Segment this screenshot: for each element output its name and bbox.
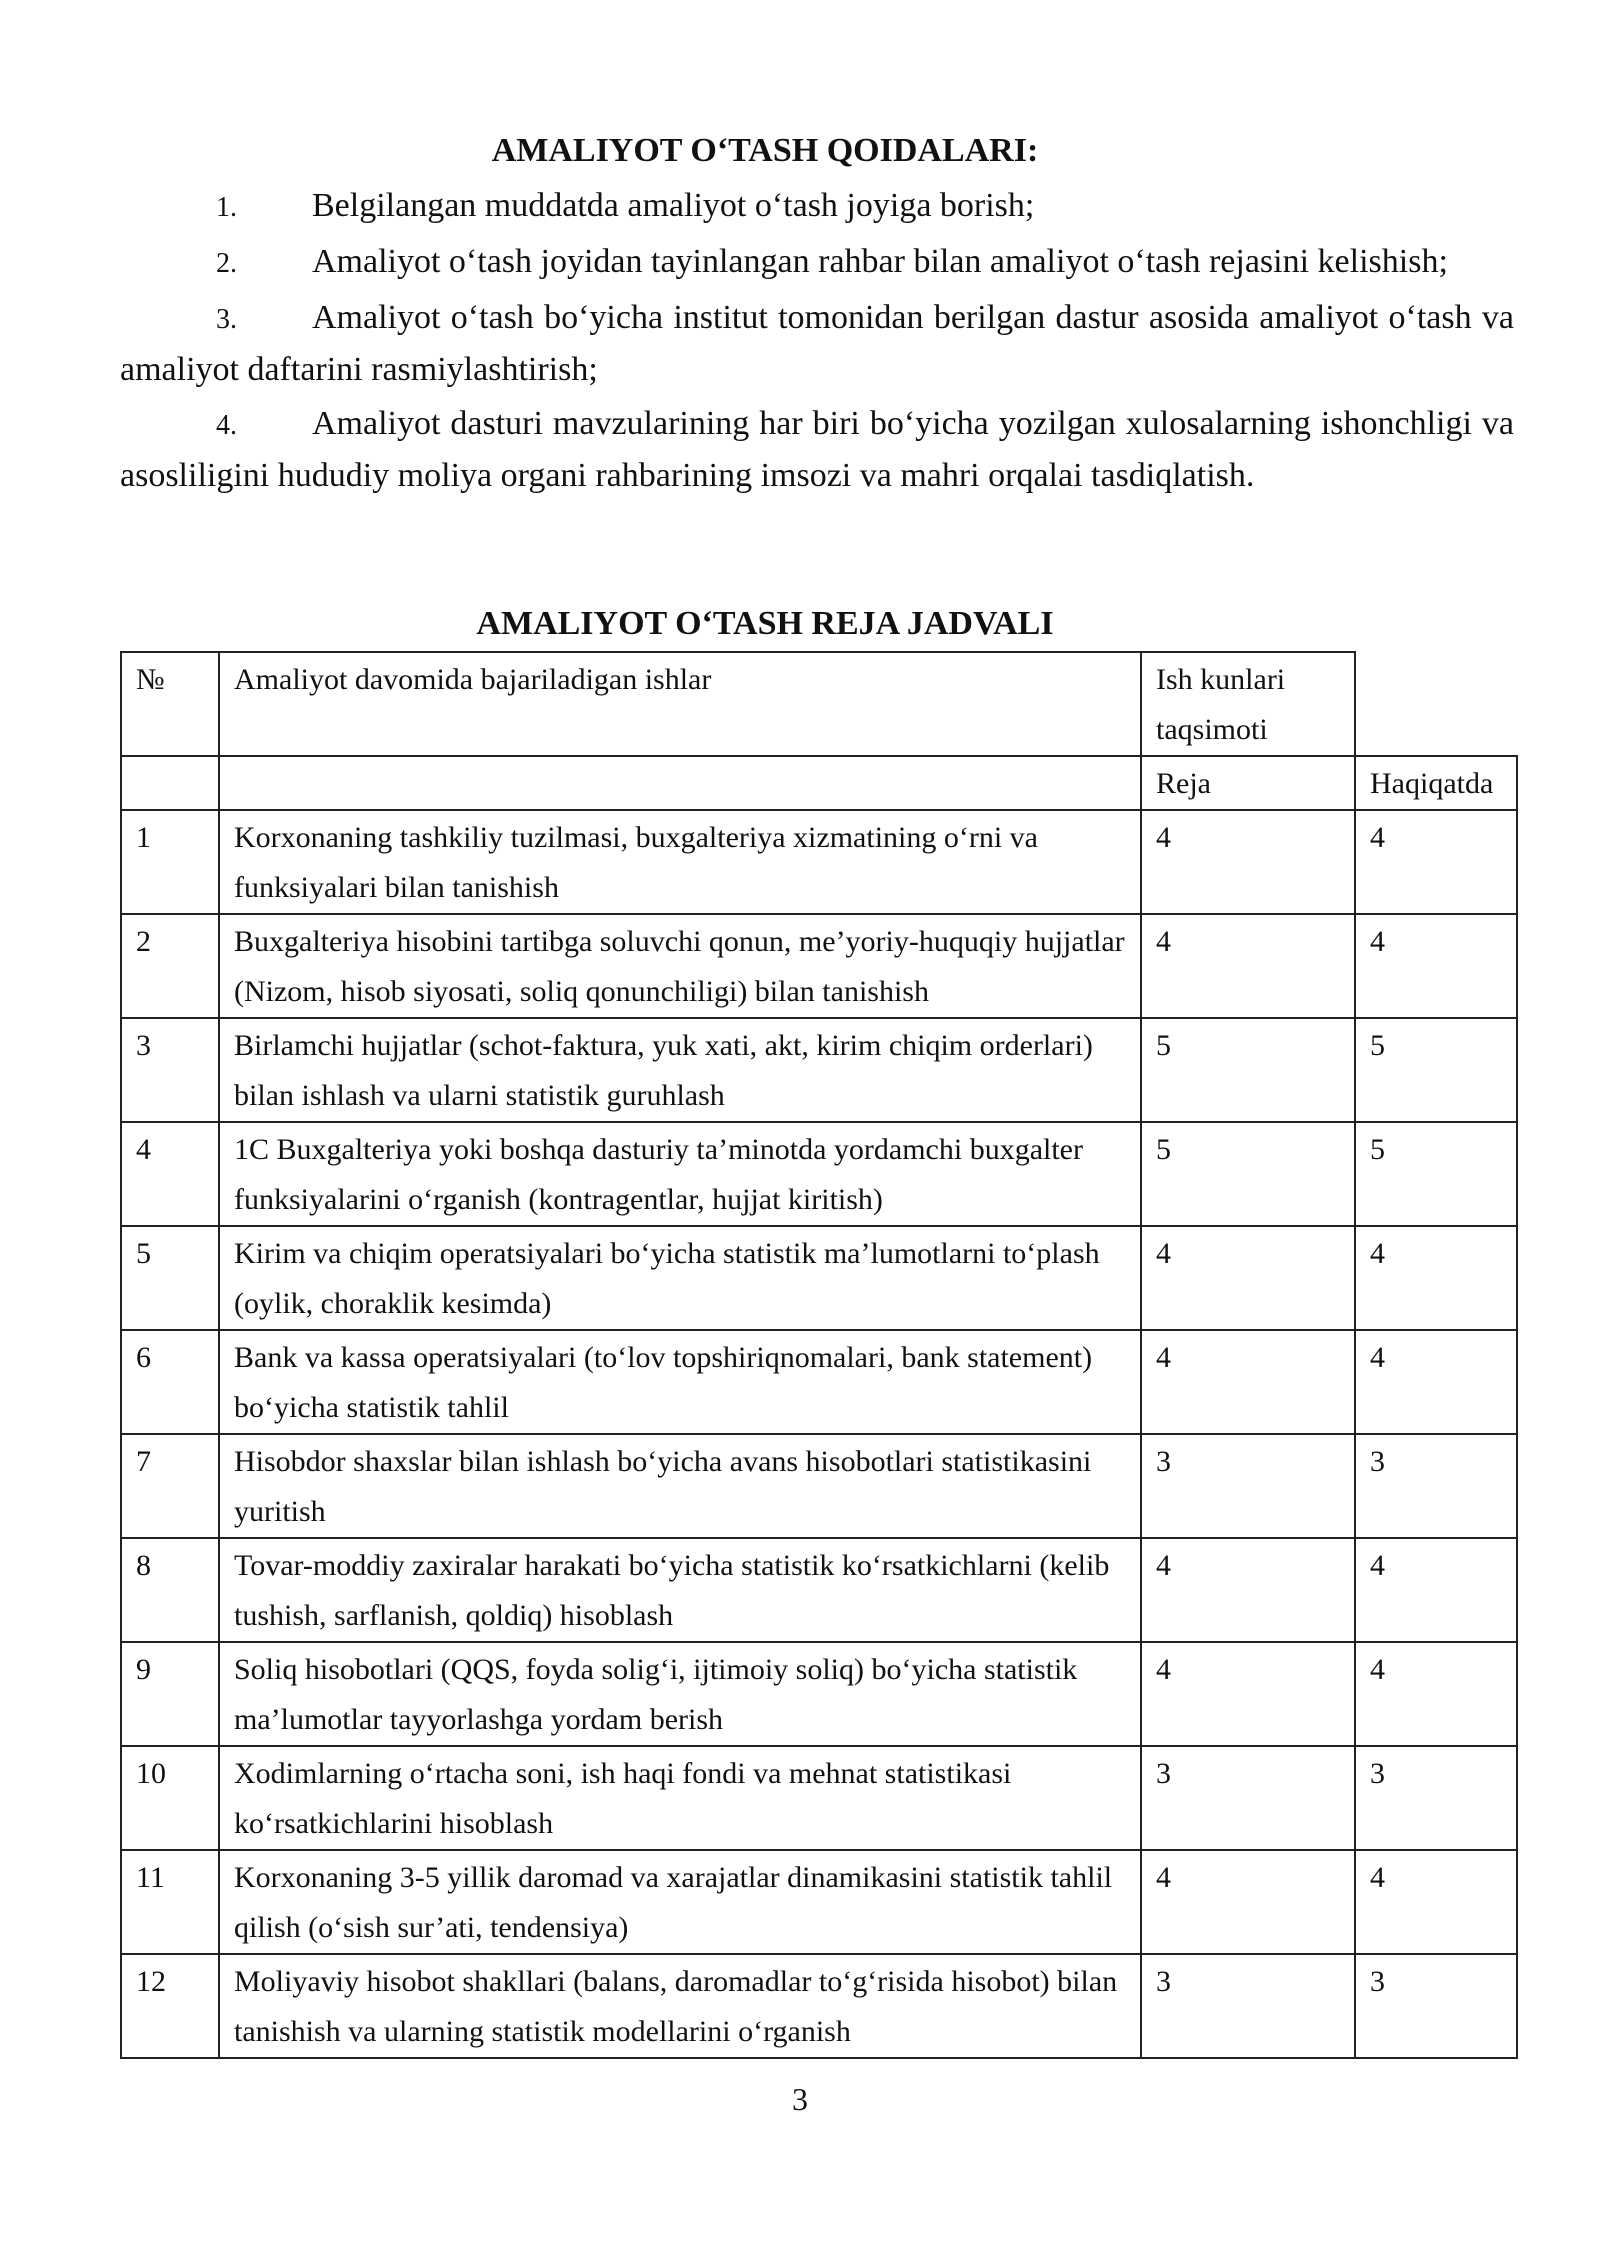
header-plan: Reja xyxy=(1141,756,1355,810)
rule-text: Belgilangan muddatda amaliyot o‘tash joyiga borish; xyxy=(312,187,1035,224)
row-number: 8 xyxy=(121,1538,219,1642)
row-work: Moliyaviy hisobot shakllari (balans, daromadlar to‘g‘risida hisobot) bilan tanishish va ularning statistik modellarini o‘rganish xyxy=(219,1954,1141,2058)
subheader-empty-work xyxy=(219,756,1141,810)
rule-item xyxy=(120,293,1514,395)
row-work: Kirim va chiqim operatsiyalari bo‘yicha statistik ma’lumotlarni to‘plash (oylik, choraklik kesimda) xyxy=(219,1226,1141,1330)
row-actual: 3 xyxy=(1355,1434,1517,1538)
row-plan: 3 xyxy=(1141,1954,1355,2058)
rule-number: 4. xyxy=(216,410,237,441)
table-row xyxy=(121,1018,1517,1122)
row-work: Korxonaning 3-5 yillik daromad va xarajatlar dinamikasini statistik tahlil qilish (o‘sish sur’ati, tendensiya) xyxy=(219,1850,1141,1954)
row-number: 10 xyxy=(121,1746,219,1850)
row-plan: 3 xyxy=(1141,1746,1355,1850)
row-actual: 4 xyxy=(1355,1538,1517,1642)
table-row xyxy=(121,810,1517,914)
row-work: Soliq hisobotlari (QQS, foyda solig‘i, ijtimoiy soliq) bo‘yicha statistik ma’lumotlar tayyorlashga yordam berish xyxy=(219,1642,1141,1746)
rule-item xyxy=(120,399,1514,501)
row-number: 1 xyxy=(121,810,219,914)
row-actual: 4 xyxy=(1355,914,1517,1018)
table-row xyxy=(121,1642,1517,1746)
row-number: 6 xyxy=(121,1330,219,1434)
row-plan: 4 xyxy=(1141,810,1355,914)
row-number: 12 xyxy=(121,1954,219,2058)
rule-text: Amaliyot o‘tash bo‘yicha institut tomonidan berilgan dastur asosida amaliyot o‘tash va amaliyot daftarini rasmiylashtirish; xyxy=(120,299,1514,388)
subheader-empty-number xyxy=(121,756,219,810)
row-number: 11 xyxy=(121,1850,219,1954)
row-work: Buxgalteriya hisobini tartibga soluvchi qonun, me’yoriy-huquqiy hujjatlar (Nizom, hisob siyosati, soliq qonunchiligi) bilan tanishish xyxy=(219,914,1141,1018)
row-actual: 5 xyxy=(1355,1018,1517,1122)
header-actual: Haqiqatda xyxy=(1355,756,1517,810)
header-number: № xyxy=(121,652,219,756)
table-title: AMALIYOT O‘TASH REJA JADVALI xyxy=(476,605,1054,642)
row-actual: 4 xyxy=(1355,810,1517,914)
row-plan: 4 xyxy=(1141,1850,1355,1954)
table-row xyxy=(121,1538,1517,1642)
row-work: Birlamchi hujjatlar (schot-faktura, yuk xati, akt, kirim chiqim orderlari) bilan ishlash va ularni statistik guruhlash xyxy=(219,1018,1141,1122)
header-empty-cell xyxy=(1355,652,1517,756)
row-number: 9 xyxy=(121,1642,219,1746)
row-actual: 4 xyxy=(1355,1642,1517,1746)
rules-list xyxy=(120,181,1514,505)
row-plan: 4 xyxy=(1141,1642,1355,1746)
row-work: Xodimlarning o‘rtacha soni, ish haqi fondi va mehnat statistikasi ko‘rsatkichlarini hisoblash xyxy=(219,1746,1141,1850)
header-work: Amaliyot davomida bajariladigan ishlar xyxy=(219,652,1141,756)
row-plan: 5 xyxy=(1141,1018,1355,1122)
rule-number: 2. xyxy=(216,248,237,279)
row-plan: 4 xyxy=(1141,1330,1355,1434)
row-plan: 4 xyxy=(1141,1538,1355,1642)
header-days: Ish kunlari taqsimoti xyxy=(1141,652,1355,756)
table-row xyxy=(121,1434,1517,1538)
row-actual: 4 xyxy=(1355,1850,1517,1954)
rule-item xyxy=(120,181,1514,233)
table-row xyxy=(121,914,1517,1018)
rule-item xyxy=(120,237,1514,289)
table-subheader-row xyxy=(121,756,1517,810)
table-row xyxy=(121,1746,1517,1850)
rule-text: Amaliyot dasturi mavzularining har biri bo‘yicha yozilgan xulosalarning ishonchligi va asosliligini hududiy moliya organi rahbarining imsozi va mahri orqalai tasdiqlatish. xyxy=(120,405,1514,494)
row-plan: 4 xyxy=(1141,1226,1355,1330)
row-plan: 3 xyxy=(1141,1434,1355,1538)
row-work: Bank va kassa operatsiyalari (to‘lov topshiriqnomalari, bank statement) bo‘yicha statistik tahlil xyxy=(219,1330,1141,1434)
row-work: Hisobdor shaxslar bilan ishlash bo‘yicha avans hisobotlari statistikasini yuritish xyxy=(219,1434,1141,1538)
row-work: 1C Buxgalteriya yoki boshqa dasturiy ta’minotda yordamchi buxgalter funksiyalarini o‘rganish (kontragentlar, hujjat kiritish) xyxy=(219,1122,1141,1226)
row-number: 5 xyxy=(121,1226,219,1330)
row-work: Tovar-moddiy zaxiralar harakati bo‘yicha statistik ko‘rsatkichlarni (kelib tushish, sarflanish, qoldiq) hisoblash xyxy=(219,1538,1141,1642)
table-row xyxy=(121,1330,1517,1434)
row-actual: 4 xyxy=(1355,1330,1517,1434)
row-plan: 5 xyxy=(1141,1122,1355,1226)
row-actual: 3 xyxy=(1355,1954,1517,2058)
row-number: 7 xyxy=(121,1434,219,1538)
table-row xyxy=(121,1954,1517,2058)
table-row xyxy=(121,1122,1517,1226)
rules-title: AMALIYOT O‘TASH QOIDALARI: xyxy=(491,132,1039,169)
row-actual: 4 xyxy=(1355,1226,1517,1330)
rule-text: Amaliyot o‘tash joyidan tayinlangan rahbar bilan amaliyot o‘tash rejasini kelishish; xyxy=(312,243,1448,280)
row-number: 4 xyxy=(121,1122,219,1226)
table-row xyxy=(121,1850,1517,1954)
row-actual: 5 xyxy=(1355,1122,1517,1226)
page-number: 3 xyxy=(792,2081,808,2117)
table-row xyxy=(121,1226,1517,1330)
rule-number: 3. xyxy=(216,304,237,335)
row-work: Korxonaning tashkiliy tuzilmasi, buxgalteriya xizmatining o‘rni va funksiyalari bilan tanishish xyxy=(219,810,1141,914)
row-plan: 4 xyxy=(1141,914,1355,1018)
table-header-row xyxy=(121,652,1517,756)
row-actual: 3 xyxy=(1355,1746,1517,1850)
row-number: 2 xyxy=(121,914,219,1018)
row-number: 3 xyxy=(121,1018,219,1122)
plan-table xyxy=(120,651,1518,2059)
rule-number: 1. xyxy=(216,192,237,223)
